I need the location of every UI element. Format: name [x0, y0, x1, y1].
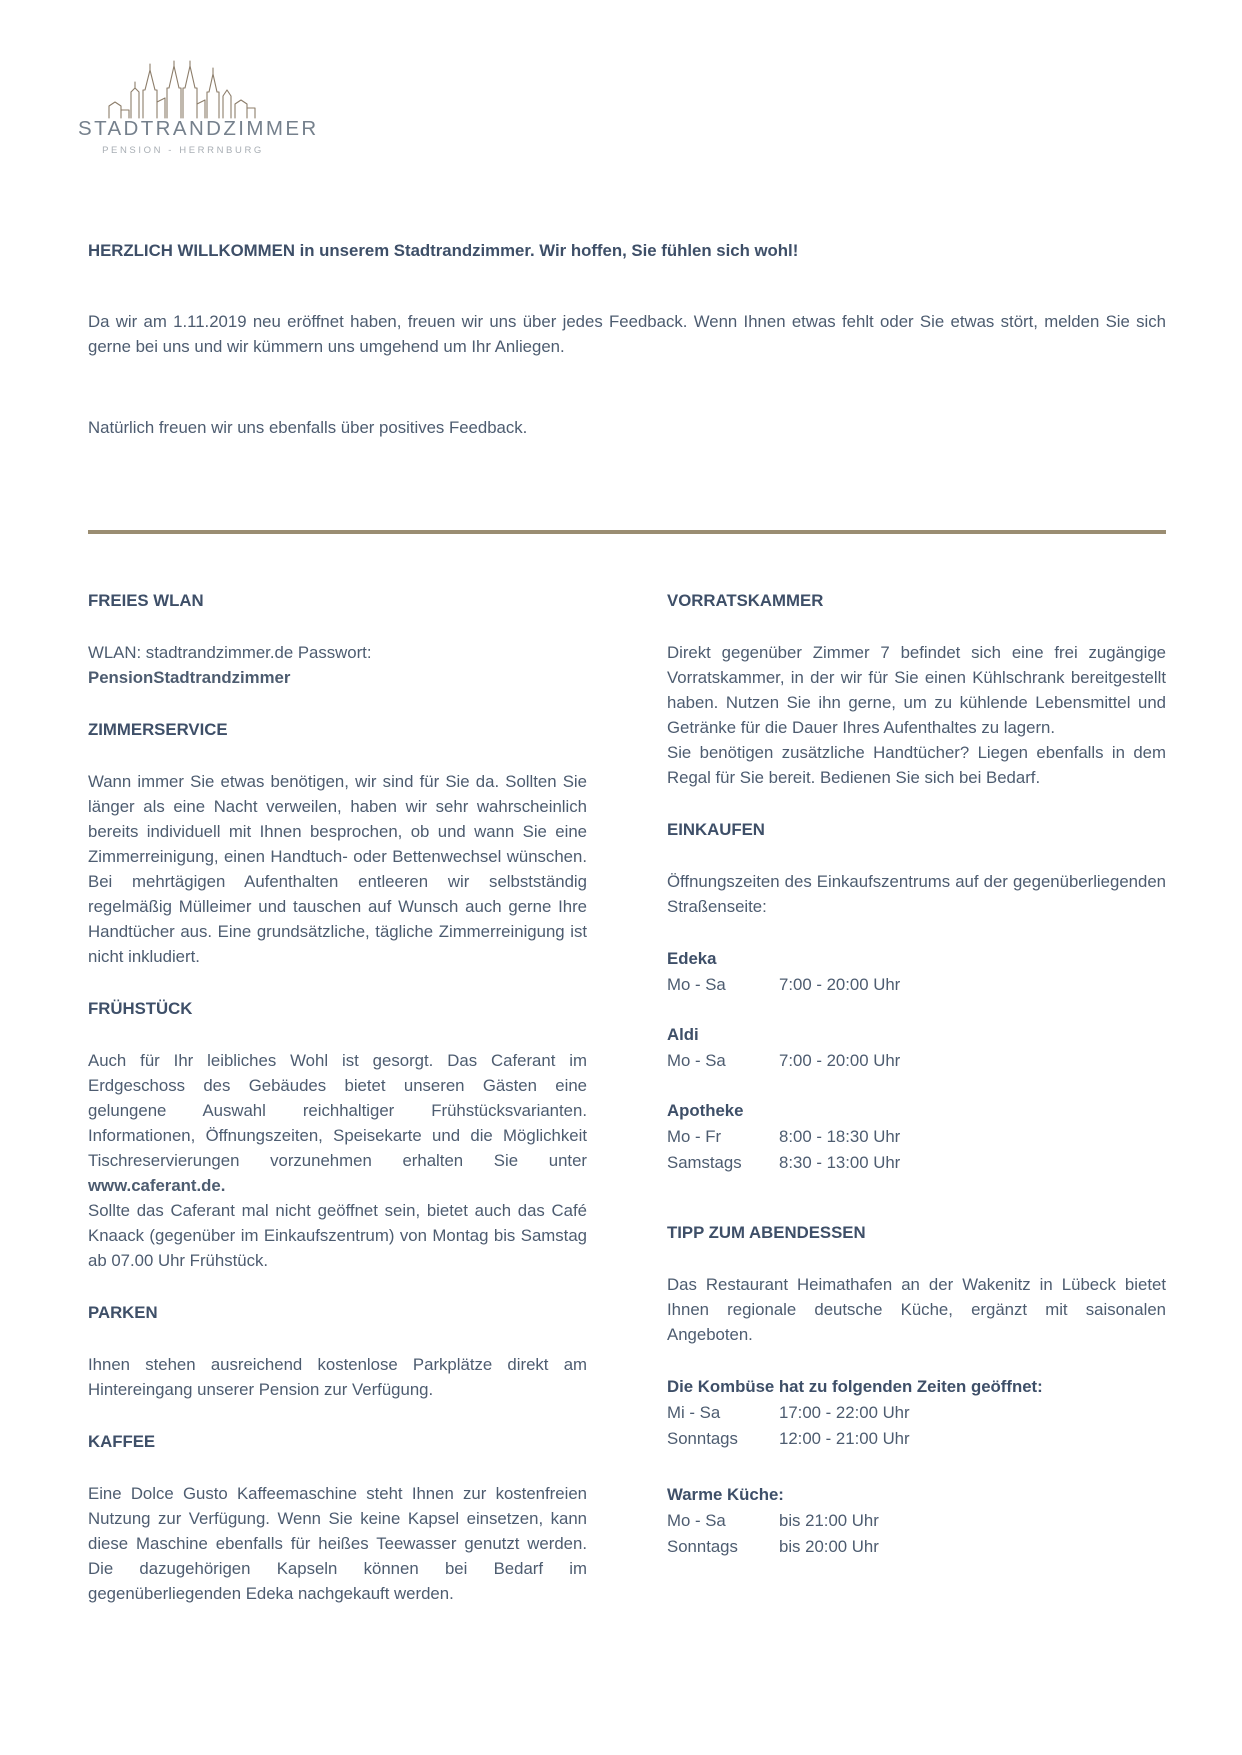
abendessen-paragraph: Das Restaurant Heimathafen an der Wakenitz in Lübeck bietet Ihnen regionale deutsche Küche, ergänzt mit saisonalen Angeboten.	[667, 1275, 1166, 1344]
welcome-heading: HERZLICH WILLKOMMEN in unserem Stadtrandzimmer. Wir hoffen, Sie fühlen sich wohl!	[88, 241, 799, 260]
einkaufen-intro: Öffnungszeiten des Einkaufszentrums auf der gegenüberliegenden Straßenseite:	[667, 872, 1166, 916]
store-name: Aldi	[667, 1025, 699, 1044]
warme-kueche-title: Warme Küche:	[667, 1485, 784, 1504]
hours-days: Sonntags	[667, 1537, 738, 1556]
hours-time: 8:00 - 18:30 Uhr	[779, 1127, 901, 1146]
hours-row	[667, 1426, 1166, 1452]
hours-row	[667, 1150, 1166, 1176]
parken-paragraph: Ihnen stehen ausreichend kostenlose Parkplätze direkt am Hintereingang unserer Pension zur Verfügung.	[88, 1355, 587, 1399]
hours-days: Mo - Sa	[667, 1511, 726, 1530]
section-title-wlan: FREIES WLAN	[88, 591, 204, 610]
fruehstueck-text: Auch für Ihr leibliches Wohl ist gesorgt. Das Caferant im Erdgeschoss des Gebäudes bietet unseren Gästen eine gelungene Auswahl reichhaltiger Frühstücksvarianten. Informationen, Öffnungszeiten, Speisekarte und die Möglichkeit Tischreservierungen vorzunehmen erhalten Sie unter	[88, 1051, 587, 1170]
section-title-parken: PARKEN	[88, 1303, 158, 1322]
kombuese-title: Die Kombüse hat zu folgenden Zeiten geöffnet:	[667, 1377, 1043, 1396]
section-einkaufen	[667, 817, 1166, 1176]
hours-time: bis 20:00 Uhr	[779, 1537, 879, 1556]
hours-time: 7:00 - 20:00 Uhr	[779, 975, 901, 994]
section-kaffee	[88, 1429, 587, 1606]
fruehstueck-paragraph-2: Sollte das Caferant mal nicht geöffnet sein, bietet auch das Café Knaack (gegenüber im Einkaufszentrum) von Montag bis Samstag ab 07.00 Uhr Frühstück.	[88, 1201, 587, 1270]
hours-row	[667, 1534, 1166, 1560]
hours-days: Mo - Fr	[667, 1127, 722, 1146]
section-zimmerservice	[88, 717, 587, 969]
hours-time: 12:00 - 21:00 Uhr	[779, 1429, 910, 1448]
right-column	[667, 588, 1166, 1590]
hours-row	[667, 972, 1166, 998]
two-column-body	[88, 588, 1166, 1606]
store-name: Edeka	[667, 949, 717, 968]
wlan-line: WLAN: stadtrandzimmer.de Passwort:	[88, 643, 372, 662]
hours-days: Mi - Sa	[667, 1403, 721, 1422]
hours-days: Mo - Sa	[667, 975, 726, 994]
hours-time: 8:30 - 13:00 Uhr	[779, 1153, 901, 1172]
spacer	[667, 1200, 1166, 1220]
hours-days: Sonntags	[667, 1429, 738, 1448]
store-apotheke	[667, 1098, 1166, 1176]
hours-days: Mo - Sa	[667, 1051, 726, 1070]
store-name: Apotheke	[667, 1101, 744, 1120]
hours-row	[667, 1508, 1166, 1534]
section-abendessen	[667, 1200, 1166, 1560]
hours-time: bis 21:00 Uhr	[779, 1511, 879, 1530]
store-aldi	[667, 1022, 1166, 1074]
logo-subtitle: PENSION - HERRNBURG	[102, 145, 264, 156]
hours-row	[667, 1124, 1166, 1150]
warme-kueche-hours	[667, 1482, 1166, 1560]
zimmerservice-paragraph: Wann immer Sie etwas benötigen, wir sind für Sie da. Sollten Sie länger als eine Nacht verweilen, haben wir sehr wahrscheinlich bereits individuell mit Ihnen besprochen, ob und wann Sie eine Zimmerreinigung, einen Handtuch- oder Bettenwechsel wünschen. Bei mehrtägigen Aufenthalten entleeren wir selbstständig regelmäßig Mülleimer und tauschen auf Wunsch auch gerne Ihre Handtücher aus. Eine grundsätzliche, tägliche Zimmerreinigung ist nicht inkludiert.	[88, 772, 587, 966]
section-title-vorratskammer: VORRATSKAMMER	[667, 591, 824, 610]
hours-days: Samstags	[667, 1153, 742, 1172]
vorratskammer-paragraph-1: Direkt gegenüber Zimmer 7 befindet sich eine frei zugängige Vorratskammer, in der wir für Sie einen Kühlschrank bereitgestellt haben. Nutzen Sie ihn gerne, um zu kühlende Lebensmittel und Getränke für die Dauer Ihres Aufenthaltes zu lagern.	[667, 643, 1166, 737]
section-title-fruehstueck: FRÜHSTÜCK	[88, 999, 193, 1018]
logo	[78, 58, 319, 156]
section-vorratskammer	[667, 588, 1166, 790]
wlan-credentials	[88, 640, 587, 690]
store-edeka	[667, 946, 1166, 998]
vorratskammer-paragraph-2: Sie benötigen zusätzliche Handtücher? Liegen ebenfalls in dem Regal für Sie bereit. Bedienen Sie sich bei Bedarf.	[667, 743, 1166, 787]
hours-row	[667, 1048, 1166, 1074]
hours-time: 17:00 - 22:00 Uhr	[779, 1403, 910, 1422]
kombuese-hours	[667, 1374, 1166, 1452]
wlan-password: PensionStadtrandzimmer	[88, 668, 291, 687]
kaffee-paragraph: Eine Dolce Gusto Kaffeemaschine steht Ihnen zur kostenfreien Nutzung zur Verfügung. Wenn Sie keine Kapsel einsetzen, kann diese Maschine ebenfalls für heißes Teewasser genutzt werden. Die dazugehörigen Kapseln können bei Bedarf im gegenüberliegenden Edeka nachgekauft werden.	[88, 1484, 587, 1603]
section-parken	[88, 1300, 587, 1402]
left-column	[88, 588, 587, 1606]
hours-time: 7:00 - 20:00 Uhr	[779, 1051, 901, 1070]
section-fruehstueck	[88, 996, 587, 1273]
section-title-kaffee: KAFFEE	[88, 1432, 156, 1451]
section-title-einkaufen: EINKAUFEN	[667, 820, 765, 839]
hours-row	[667, 1400, 1166, 1426]
positive-feedback-paragraph: Natürlich freuen wir uns ebenfalls über positives Feedback.	[88, 418, 528, 437]
section-wlan	[88, 588, 587, 690]
section-title-abendessen: TIPP ZUM ABENDESSEN	[667, 1223, 866, 1242]
feedback-paragraph: Da wir am 1.11.2019 neu eröffnet haben, freuen wir uns über jedes Feedback. Wenn Ihnen etwas fehlt oder Sie etwas stört, melden Sie sich gerne bei uns und wir kümmern uns umgehend um Ihr Anliegen.	[88, 312, 1166, 356]
caferant-url: www.caferant.de.	[88, 1176, 226, 1195]
logo-title: STADTRANDZIMMER	[78, 117, 319, 140]
section-title-zimmerservice: ZIMMERSERVICE	[88, 720, 228, 739]
fruehstueck-paragraph-1	[88, 1048, 587, 1198]
city-skyline-icon	[107, 58, 259, 120]
divider-rule	[88, 530, 1166, 534]
